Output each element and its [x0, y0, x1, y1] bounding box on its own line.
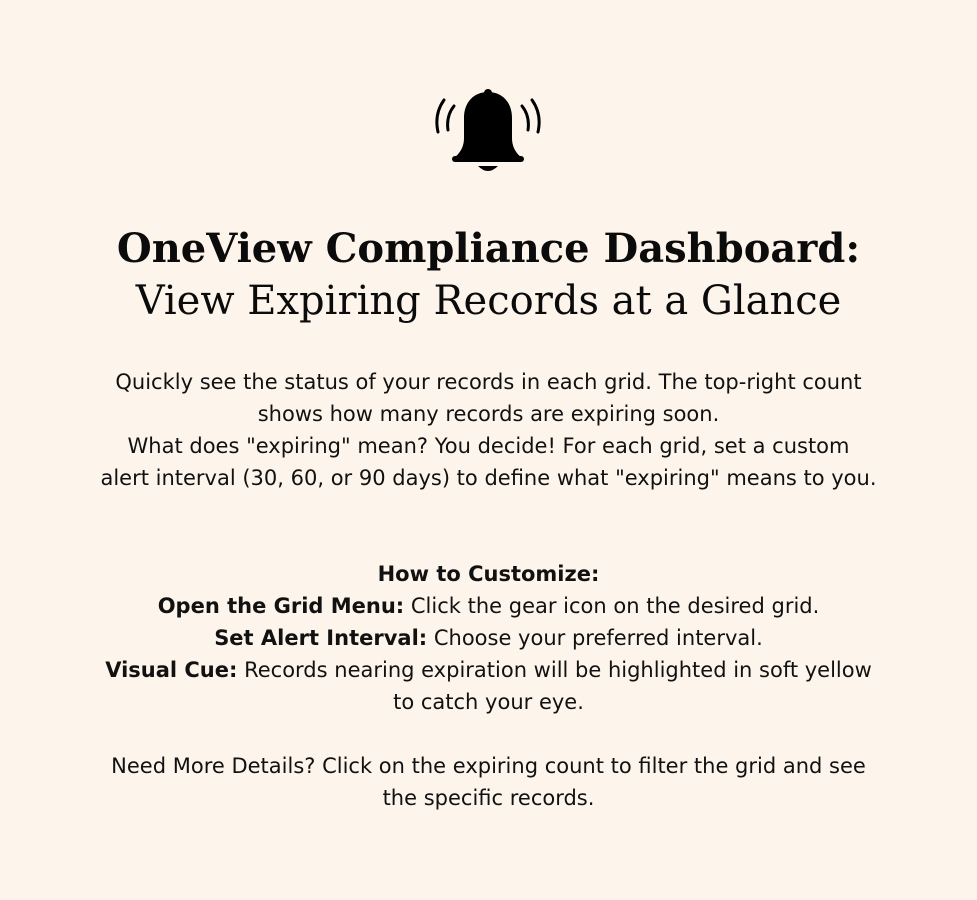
howto-heading: How to Customize: — [377, 562, 600, 586]
howto-step — [100, 654, 877, 718]
howto-section — [100, 558, 877, 718]
howto-step-text: Choose your preferred interval. — [427, 626, 763, 650]
details-section — [100, 750, 877, 814]
intro-paragraph-2: What does "expiring" mean? You decide! For each grid, set a custom alert interval (30, 60, or 90 days) to define what "expiring" means to you. — [100, 434, 877, 490]
intro-paragraph-1: Quickly see the status of your records in each grid. The top-right count shows how many records are expiring soon. — [115, 370, 862, 426]
howto-step-label: Visual Cue: — [105, 658, 238, 682]
title-line-1: OneView Compliance Dashboard: — [116, 225, 861, 272]
details-text: Need More Details? Click on the expiring count to filter the grid and see the specific records. — [111, 754, 866, 810]
howto-step-text: Records nearing expiration will be highlighted in soft yellow to catch your eye. — [237, 658, 872, 714]
ringing-bell-icon — [432, 86, 544, 178]
howto-step — [100, 622, 877, 654]
page-title — [40, 222, 937, 328]
howto-step — [100, 590, 877, 622]
howto-step-label: Set Alert Interval: — [214, 626, 428, 650]
intro-section — [100, 366, 877, 494]
title-line-2: View Expiring Records at a Glance — [135, 278, 842, 324]
howto-step-label: Open the Grid Menu: — [157, 594, 405, 618]
howto-step-text: Click the gear icon on the desired grid. — [404, 594, 820, 618]
